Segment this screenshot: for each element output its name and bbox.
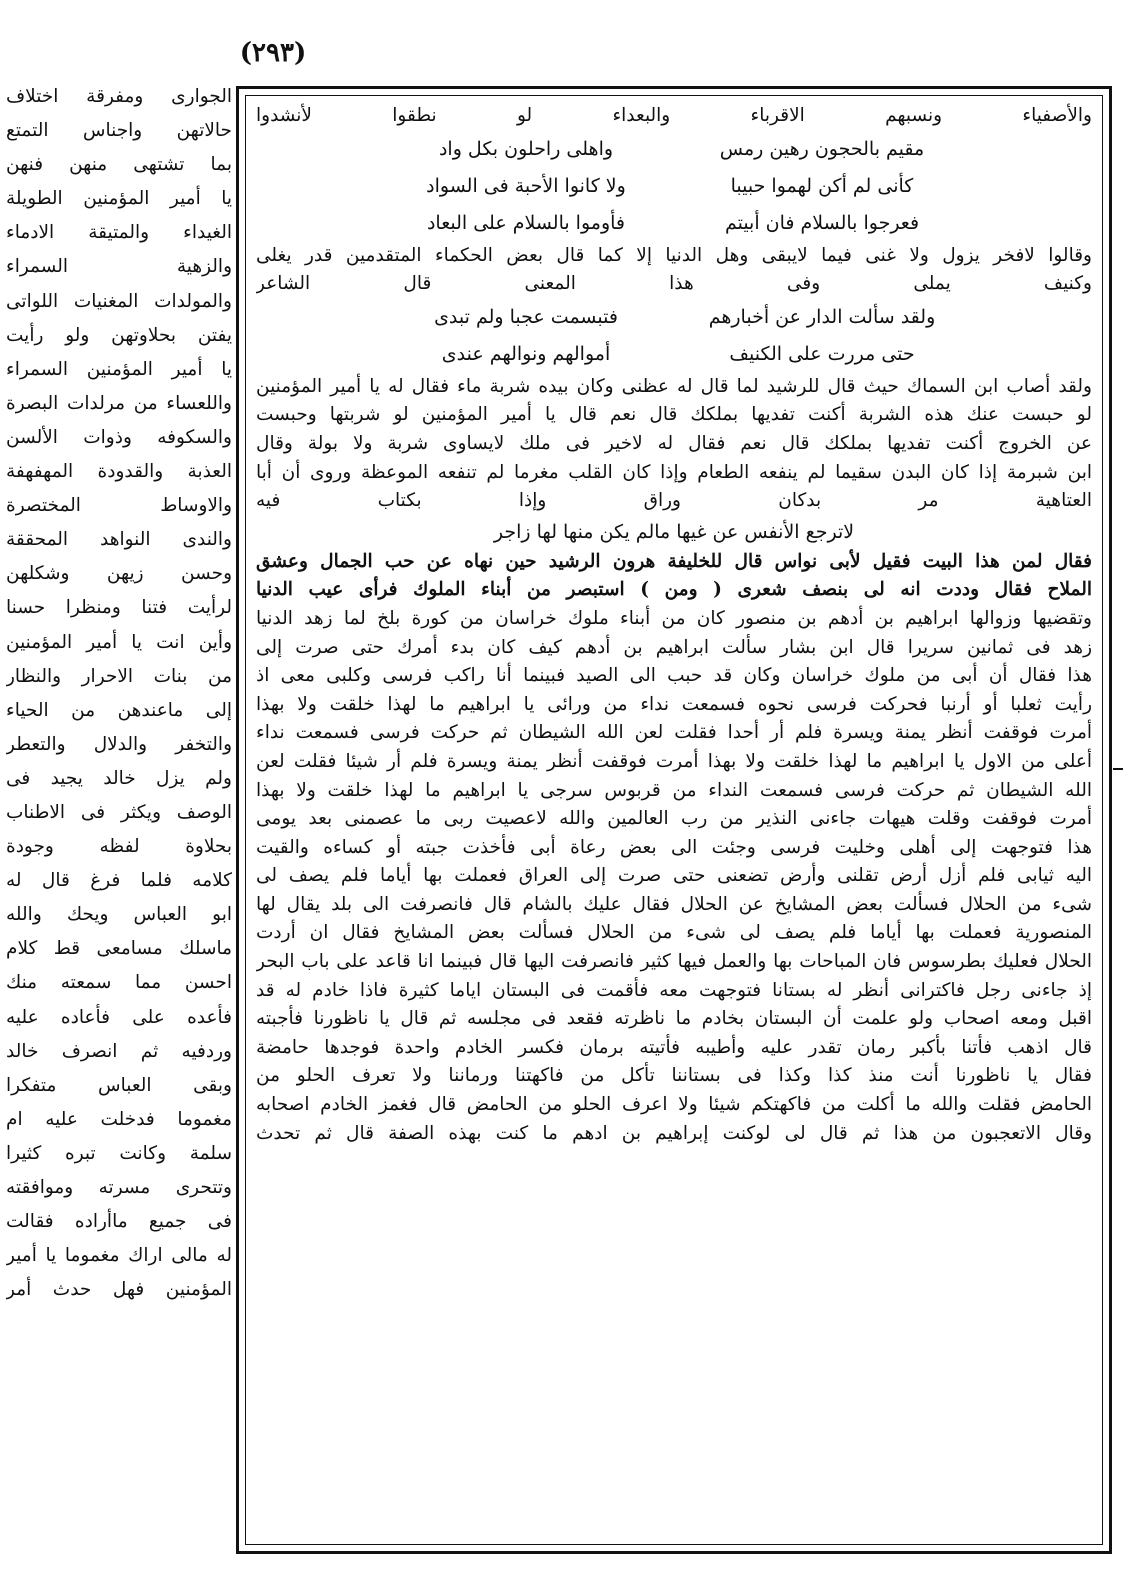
margin-line: ماسلك مسامعى قط كلام — [6, 938, 232, 960]
prose-line: اقبل ومعه اصحاب ولو علمت أن البستان بخادم ما ناظرته فقعد فى مجلسه ثم قال يا ناظورنا فأجبته — [256, 1008, 1092, 1030]
verse-line — [256, 131, 1092, 168]
prose-line: المنصورية فعملت بها أياما فلم يصف لى شىء من الحلال فسألت بعض المشايخ فقال ان أردت — [256, 922, 1092, 944]
verse-line — [256, 336, 1092, 373]
margin-line: يا أمير المؤمنين السمراء — [6, 358, 232, 380]
verse-line — [256, 299, 1092, 336]
prose-line: الحامض فقلت والله ما أكلت من فاكهتكم شيئا ولا اعرف الحلو من الحامض قال فغمز الخادم اصحابه — [256, 1094, 1092, 1116]
prose-line: الله الشيطان ثم حركت فرسى فسمعت النداء من قربوس سرجى يا ابراهيم ما لهذا خلقت ولا بهذا — [256, 779, 1092, 801]
verse-line: لاترجع الأنفس عن غيها مالم يكن منها لها زاجر — [493, 520, 855, 543]
prose-line: وقالوا لافخر يزول ولا غنى فيما لايبقى وهل الدنيا إلا كما قال بعض الحكماء المتقدمين قدر يغلى — [256, 244, 1092, 266]
margin-line: واللعساء من مرلدات البصرة — [6, 392, 232, 414]
prose-line: العتاهية مر بدكان وراق وإذا بكتاب فيه — [256, 490, 1092, 512]
margin-line: والندى النواهد المحققة — [6, 529, 232, 551]
margin-line: العذبة والقدودة المهفهفة — [6, 461, 232, 483]
verse-hemistich-left: أموالهم ونوالهم عندى — [441, 342, 611, 365]
margin-line: احسن مما سمعته منك — [6, 972, 232, 994]
prose-line: شىء من الحلال فسألت بعض المشايخ عن الحلال فقال عليك بالشام قال فانصرفت الى بلد يقال لها — [256, 893, 1092, 915]
margin-line: والمولدات المغنيات اللواتى — [6, 290, 232, 312]
prose-line: ابن شبرمة إذا كان البدن سقيما لم ينفعه الطعام وإذا كان القلب مغرما لم تنفعه الموعظة وروى أن أبا — [256, 461, 1092, 483]
margin-line: الجوارى ومفرقة اختلاف — [6, 86, 232, 107]
margin-line: يا أمير المؤمنين الطويلة — [6, 188, 232, 210]
prose-line: الملاح فقال وددت انه لى بنصف شعرى ( ومن ) استبصر من أبناء الملوك فرأى عيب الدنيا — [256, 579, 1092, 601]
main-text-body — [256, 102, 1092, 1148]
verse-hemistich-left: فتبسمت عجبا ولم تبدى — [434, 305, 618, 328]
margin-line: من بنات الاحرار والنظار — [6, 665, 232, 687]
margin-line: المؤمنين فهل حدث أمر — [6, 1279, 232, 1301]
prose-line: لو حبست عنك هذه الشربة أكنت تفديها بملكك قال نعم قال يا أمير المؤمنين لو شربتها وحبست — [256, 404, 1092, 426]
verse-hemistich-left: فأوموا بالسلام على البعاد — [426, 211, 626, 234]
prose-line: هذا فقال أن أبى من ملوك خراسان وكان قد حبب الى الصيد فبينما أنا راكب فرسى وكلبى معى اذ — [256, 665, 1092, 687]
margin-line: سلمة وكانت تبره كثيرا — [6, 1142, 232, 1164]
margin-line: والاوساط المختصرة — [6, 495, 232, 517]
prose-line: عن الخروج أكنت تفديها بملكك قال نعم فقال له لاخير فى ملك لايساوى شربة ولا بولة وقال — [256, 432, 1092, 454]
prose-line: وقال الاتعجبون من هذا ثم قال لى لوكنت إبراهيم بن ادهم ما كنت بهذه الصفة قال ثم تحدث — [256, 1122, 1092, 1144]
verse-line — [256, 205, 1092, 242]
prose-line: أعلى من الاول يا ابراهيم ما لهذا خلقت ولا بهذا أمرت فوقفت أنظر يمنة ويسرة فلم أر شيئا فقلت لعن — [256, 750, 1092, 772]
margin-line: له مالى اراك مغموما يا أمير — [6, 1245, 232, 1267]
margin-line: بما تشتهى منهن فنهن — [6, 154, 232, 176]
prose-line: أمرت فوقفت وقلت هيهات جاءنى النذير من رب العالمين والله لاعصيت ربى ما عصمنى بعد يومى — [256, 808, 1092, 830]
margin-line: ابو العباس ويحك والله — [6, 904, 232, 926]
main-text-frame — [236, 86, 1112, 1554]
margin-line: إلى ماعندهن من الحياء — [6, 699, 232, 721]
page-number: (٢٩٣) — [239, 38, 307, 68]
margin-line: وحسن زيهن وشكلهن — [6, 563, 232, 585]
margin-line: فأعده على فأعاده عليه — [6, 1006, 232, 1028]
verse-line — [256, 168, 1092, 205]
prose-line: فقال لمن هذا البيت فقيل لأبى نواس قال للخليفة هرون الرشيد حين نهاه عن حب الجمال وعشق — [256, 550, 1092, 572]
margin-line: والتخفر والدلال والتعطر — [6, 733, 232, 755]
margin-line: وردفيه ثم انصرف خالد — [6, 1040, 232, 1062]
prose-line: هذا فتوجهت إلى أهلى وخليت فرسى وجئت الى بعض رعاة أبى فأخذت جبته أو كساءه والقيت — [256, 836, 1092, 858]
prose-line: وتقضيها وزوالها ابراهيم بن أدهم بن منصور كان من أبناء ملوك خراسان من كورة بلخ لما زهد الدنيا — [256, 607, 1092, 629]
margin-line: الغيداء والمتيقة الادماء — [6, 222, 232, 244]
margin-line: ولم يزل خالد يجيد فى — [6, 767, 232, 789]
verse-hemistich-right: فعرجوا بالسلام فان أبيتم — [724, 211, 920, 234]
prose-line: زهد فى ثمانين سريرا قال ابن بشار سألت ابراهيم بن أدهم كيف كان بدء أمرك حتى صرت إلى — [256, 636, 1092, 658]
margin-line: وأين انت يا أمير المؤمنين — [6, 631, 232, 653]
prose-line: رأيت ثعلبا أو أرنبا فحركت فرسى نحوه فسمعت نداء من ورائى يا ابراهيم ما لهذا خلقت ولا بهذا — [256, 693, 1092, 715]
margin-line: الوصف ويكثر فى الاطناب — [6, 801, 232, 823]
verse-hemistich-right: ولقد سألت الدار عن أخبارهم — [708, 305, 936, 328]
prose-line: الحلال فعليك بطرسوس فان المباحات بها والعمل فيها كثير فانصرفت اليها قال فبينما انا قاعد على باب البحر — [256, 951, 1092, 973]
margin-line: بحلاوة لفظه وجودة — [6, 836, 232, 858]
margin-line: لرأيت فتنا ومنظرا حسنا — [6, 597, 232, 619]
margin-line: يفتن بحلاوتهن ولو رأيت — [6, 324, 232, 346]
verse-hemistich-left: واهلى راحلون بكل واد — [438, 137, 614, 160]
main-text-inner-frame — [245, 95, 1103, 1545]
margin-line: وتتحرى مسرته وموافقته — [6, 1177, 232, 1198]
margin-line: مغموما فدخلت عليه ام — [6, 1108, 232, 1130]
margin-line: والسكوفه وذوات الألسن — [6, 426, 232, 448]
margin-line: وبقى العباس متفكرا — [6, 1074, 232, 1096]
prose-line: اليه ثيابى فلم أزل أرض تقلنى وأرض تضعنى حتى صرت إلى العراق فعملت بها أياما فلم يصف لى — [256, 865, 1092, 887]
prose-line: قال اذهب فأتنا بأكبر رمان تقدر عليه وأطيبه فأتيته برمان فكسر الخادم واحدة فوجدها حامضة — [256, 1036, 1092, 1058]
verse-hemistich-right: حتى مررت على الكنيف — [729, 342, 915, 365]
prose-line: والأصفياء ونسبهم الاقرباء والبعداء لو نطقوا لأنشدوا — [256, 105, 1092, 126]
prose-line: ولقد أصاب ابن السماك حيث قال للرشيد لما قال له عظنى وكان بيده شربة ماء فقال له يا أمير المؤمنين — [256, 375, 1092, 397]
margin-line: والزهية السمراء — [6, 256, 232, 278]
prose-line: وكنيف يملى وفى هذا المعنى قال الشاعر — [256, 273, 1092, 295]
margin-line: كلامه فلما فرغ قال له — [6, 870, 232, 892]
margin-commentary — [6, 80, 232, 1560]
margin-line: حالاتهن واجناس التمتع — [6, 120, 232, 142]
margin-line: فى جميع ماأراده فقالت — [6, 1211, 232, 1233]
edge-mark — [1113, 768, 1123, 770]
verse-hemistich-right: كأنى لم أكن لهموا حبيبا — [730, 174, 914, 197]
verse-hemistich-right: مقيم بالحجون رهين رمس — [719, 137, 925, 160]
prose-line: إذ جاءنى رجل فاكترانى أنظر له بستانا فتوجهت معه فأقمت فى البستان اياما كثيرة فاذا خادم له قد — [256, 979, 1092, 1001]
verse-hemistich-left: ولا كانوا الأحبة فى السواد — [426, 174, 626, 197]
prose-line: أمرت فوقفت أنظر يمنة ويسرة فلم أر أحدا فقلت لعن الله الشيطان ثم حركت فرسى فسمعت نداء — [256, 722, 1092, 744]
prose-line: فقال يا ناظورنا أنت منذ كذا وكذا فى بستاننا تأكل من فاكهتنا ورماننا ولا تعرف الحلو من — [256, 1065, 1092, 1087]
